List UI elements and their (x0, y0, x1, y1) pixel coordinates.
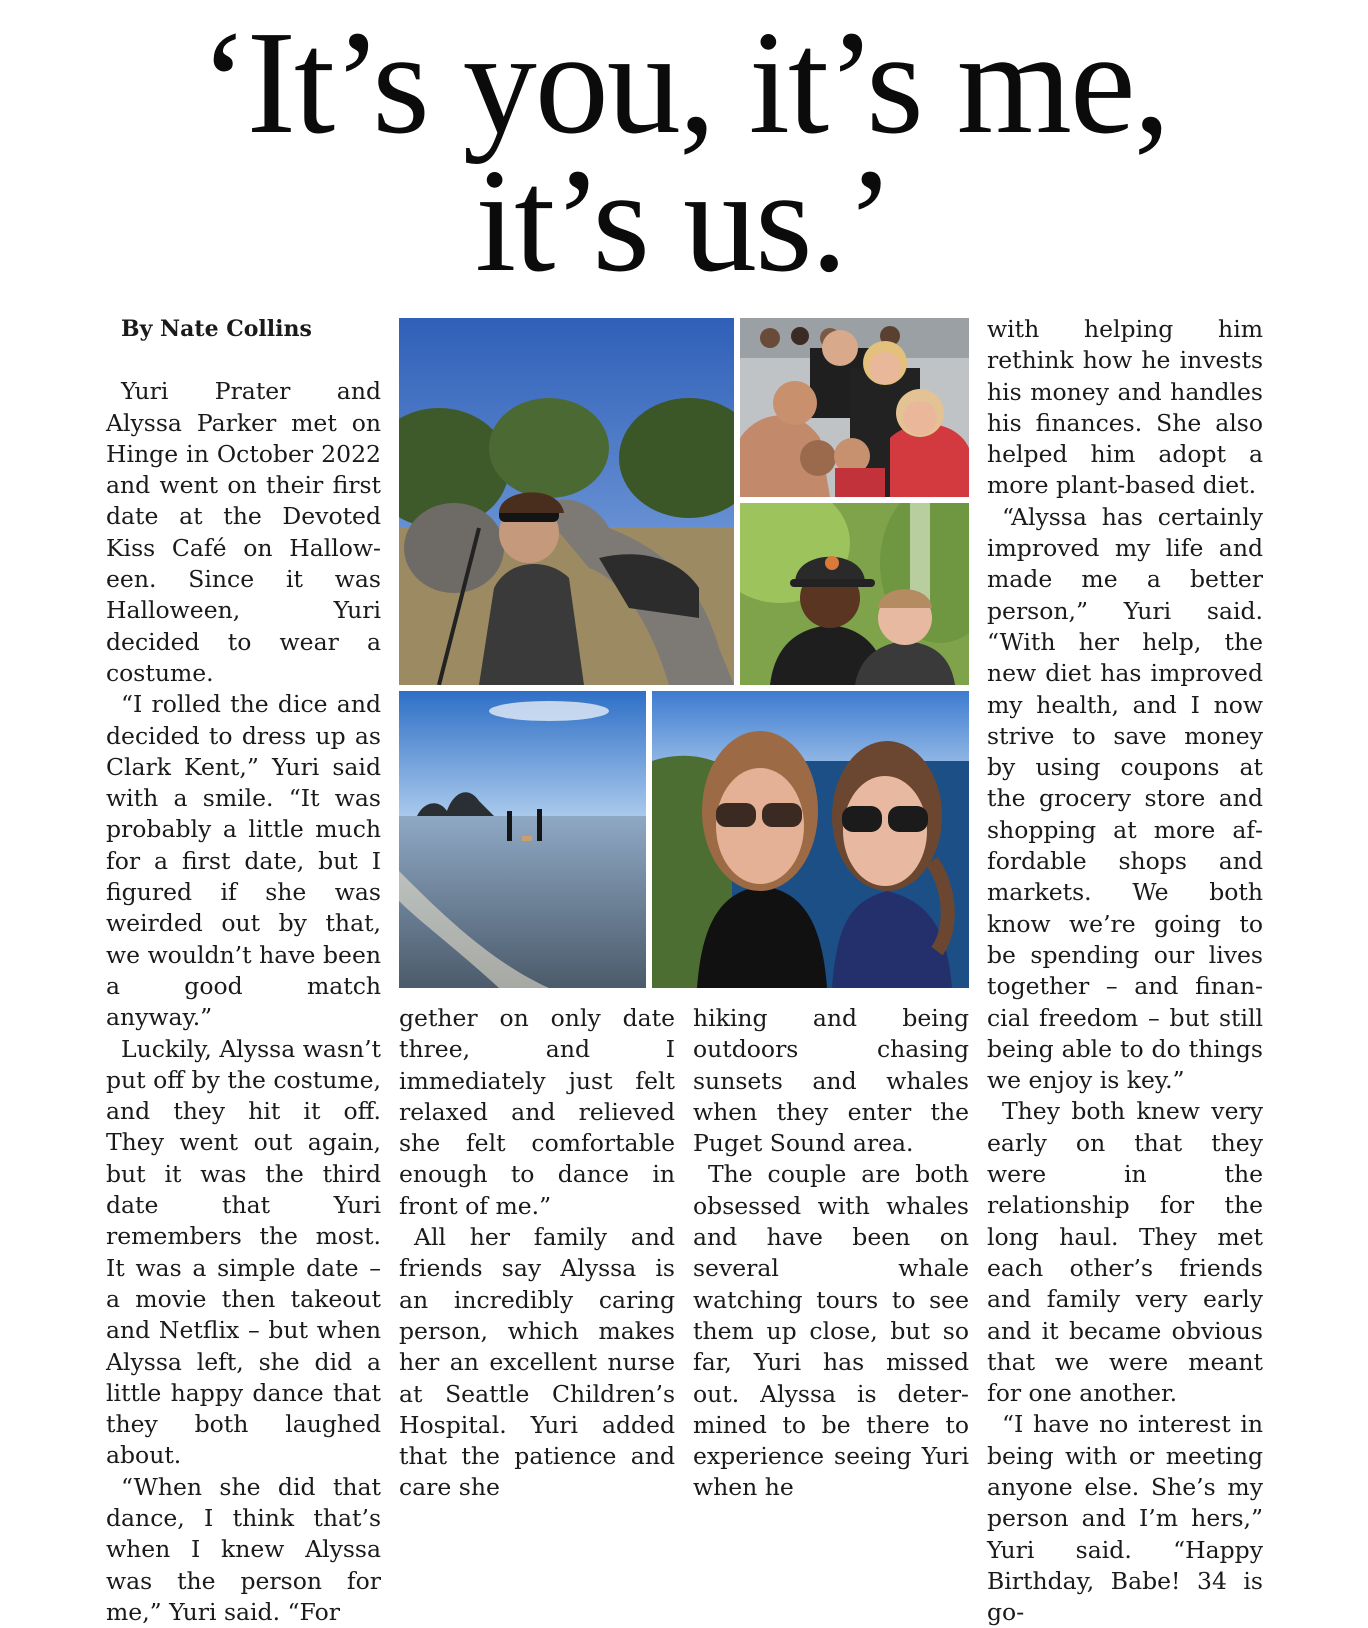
article-column-2 (399, 1003, 675, 1504)
photo-stadium (740, 318, 969, 497)
article-column-4 (987, 314, 1263, 1628)
photo-beach (399, 691, 646, 988)
paragraph: All her family and friends say Alyssa is an incredibly caring person, which makes her an excellent nurse at Seattle Children’s Hospital. Yuri added that the patience and care she (399, 1223, 675, 1502)
paragraph: “When she did that dance, I think that’s when I knew Alyssa was the person for me,” Yuri said. “For (106, 1472, 381, 1626)
photo-hike (740, 503, 969, 685)
paragraph: “I have no interest in being with or meeting anyone else. She’s my person and I’m hers,” Yuri said. “Happy Birthday, Babe! 34 is go- (987, 1410, 1263, 1627)
paragraph: Luckily, Alyssa wasn’t put off by the costume, and they hit it off. They went out again, but it was the third date that Yuri remembers the most. It was a simple date – a movie then takeout and Netflix – but when Alyssa left, she did a little happy dance that they both laughed about. (106, 1034, 381, 1470)
headline-line-1: ‘It’s you, it’s me, (199, 1, 1169, 165)
paragraph: They both knew very early on that they were in the relationship for the long haul. They met each other’s friends and family very early and it became obvious that we were meant for one another. (987, 1097, 1263, 1408)
paragraph: The couple are both obsessed with whales and have been on several whale watching tours to see them up close, but so far, Yuri has missed out. Alyssa is determined to be there to experience seeing Yuri when he (693, 1160, 969, 1502)
paragraph: hiking and being outdoors chasing sunsets and whales when they enter the Puget Sound area. (693, 1004, 969, 1158)
headline-line-2: it’s us.’ (475, 139, 893, 303)
headline (0, 1, 1368, 303)
paragraph: “I rolled the dice and decided to dress up as Clark Kent,” Yuri said with a smile. “It was probably a little much for a first date, but I figured if she was weirded out by that, we wouldn’t have been a good match anyway.” (106, 690, 381, 1032)
article-column-3 (693, 1003, 969, 1504)
paragraph: with helping him rethink how he invests his money and handles his finances. She also helped him adopt a more plant-based diet. (987, 315, 1263, 500)
article-column-1 (106, 314, 381, 1628)
photo-selfie (652, 691, 969, 988)
paragraph: Yuri Prater and Alyssa Parker met on Hinge in October 2022 and went on their first date at the Devoted Kiss Café on Halloween. Since it was Halloween, Yuri decided to wear a costume. (106, 377, 381, 687)
photo-elephant (399, 318, 734, 685)
byline: By Nate Collins (121, 316, 312, 342)
paragraph: gether on only date three, and I immediately just felt relaxed and relieved she felt comfortable enough to dance in front of me.” (399, 1004, 675, 1220)
paragraph: “Alyssa has certainly improved my life and made me a better person,” Yuri said. “With her help, the new diet has improved my health, and I now strive to save money by using coupons at the grocery store and shopping at more affordable shops and markets. We both know we’re going to be spending our lives together – and financial freedom – but still being able to do things we enjoy is key.” (987, 502, 1263, 1095)
